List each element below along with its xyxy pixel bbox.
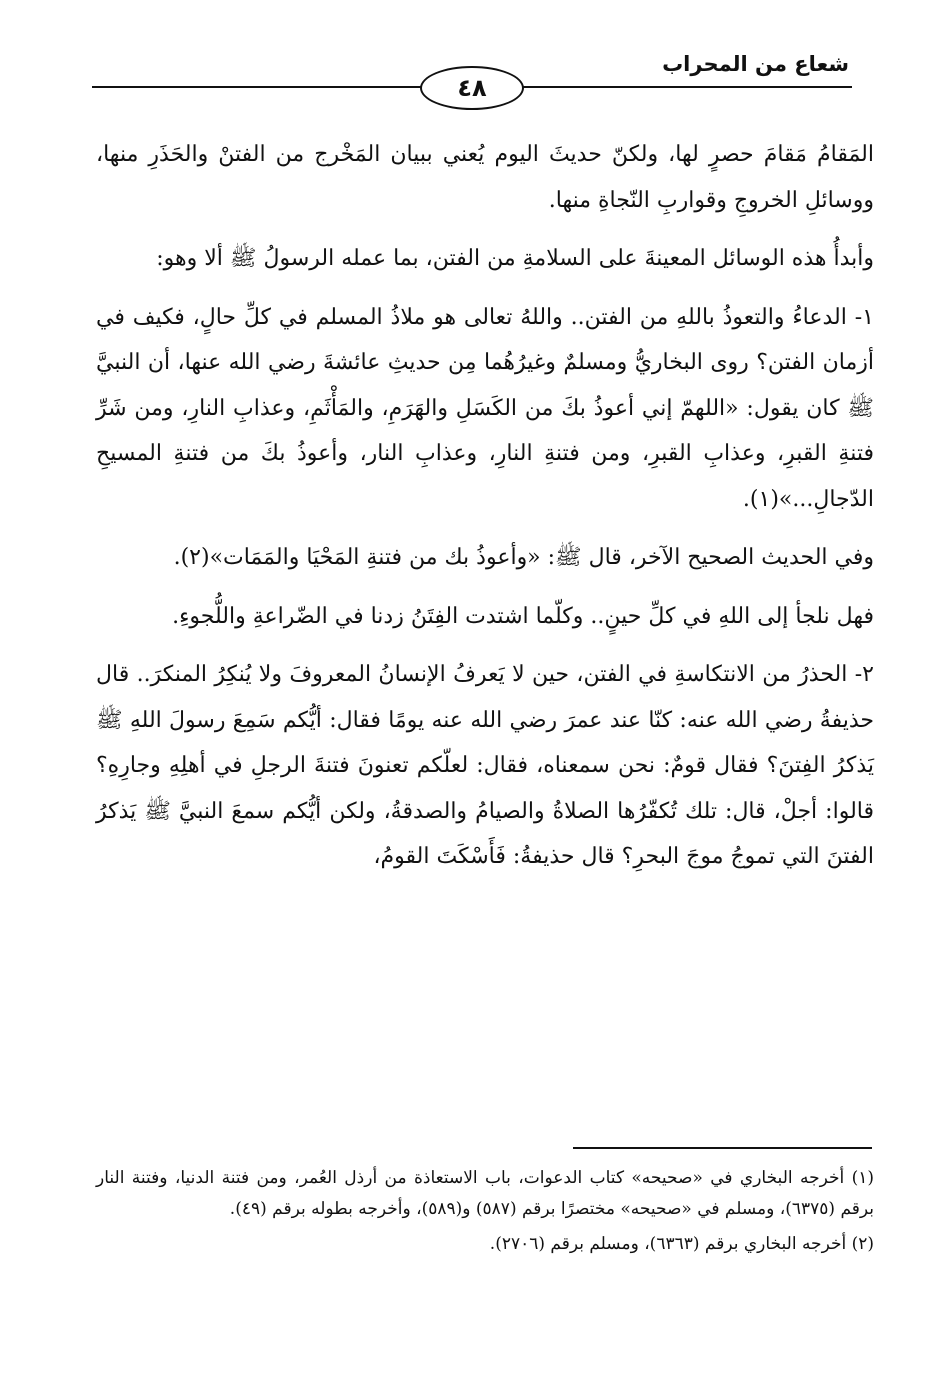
footnotes: [96, 1163, 874, 1264]
running-header-title: شعاع من المحراب: [662, 52, 849, 76]
paragraph: وفي الحديث الصحيح الآخر، قال ﷺ: «وأعوذُ بك من فتنةِ المَحْيَا والمَمَات»(٢).: [173, 545, 874, 570]
paragraph: ١- الدعاءُ والتعوذُ باللهِ من الفتن.. واللهُ تعالى هو ملاذُ المسلم في كلِّ حالٍ، فكيف في أزمان الفتن؟ روى البخاريُّ ومسلمٌ وغيرُهُما مِن حديثِ عائشةَ رضي الله عنها، أن النبيَّ ﷺ كان يقول: «اللهمّ إني أعوذُ بكَ من الكَسَلِ والهَرَمِ، والمَأْثَمِ، وعذابِ النارِ، ومن شَرِّ فتنةِ القبرِ، وعذابِ القبرِ، ومن فتنةِ النارِ، وعذابِ النار، وأعوذُ بكَ من فتنةِ المسيحِ الدّجالِ...»(١).: [96, 304, 874, 512]
footnote-separator: [573, 1147, 872, 1149]
body-text: [96, 132, 874, 893]
paragraph: فهل نلجأ إلى اللهِ في كلِّ حينٍ.. وكلّما اشتدت الفِتَنُ زدنا في الضّراعةِ واللُّجوءِ.: [172, 603, 874, 629]
paragraph: ٢- الحذرُ من الانتكاسةِ في الفتن، حين لا يَعرفُ الإنسانُ المعروفَ ولا يُنكِرُ المنكرَ.. قال حذيفةُ رضي الله عنه: كنّا عند عمرَ رضي الله عنه يومًا فقال: أيُّكم سَمِعَ رسولَ اللهِ ﷺ يَذكرُ الفِتنَ؟ فقال قومٌ: نحن سمعناه، فقال: لعلّكم تعنونَ فتنةَ الرجلِ في أهلِهِ وجارِهِ؟ قالوا: أجلْ، قال: تلك تُكفّرُها الصلاةُ والصيامُ والصدقةُ، ولكن أيُّكم سمعَ النبيَّ ﷺ يَذكرُ الفتنَ التي تموجُ موجَ البحرِ؟ قال حذيفةُ: فَأَسْكَتَ القومُ،: [96, 662, 874, 869]
footnote: (٢) أخرجه البخاري برقم (٦٣٦٣)، ومسلم برقم (٢٧٠٦).: [489, 1234, 874, 1254]
paragraph: المَقامُ مَقامَ حصرٍ لها، ولكنّ حديثَ اليوم يُعني ببيان المَخْرج من الفتنْ والحَذَرِ منها، ووسائلِ الخروجِ وقواربِ النّجاةِ منها.: [96, 142, 874, 213]
paragraph: وأبدأُ هذه الوسائل المعينةَ على السلامةِ من الفتن، بما عمله الرسولُ ﷺ ألا وهو:: [156, 246, 874, 271]
footnote: (١) أخرجه البخاري في «صحيحه» كتاب الدعوات، باب الاستعاذة من أرذل العُمر، ومن فتنة الدنيا، وفتنة النار برقم (٦٣٧٥)، ومسلم في «صحيحه» مختصرًا برقم (٥٨٧) و(٥٨٩)، وأخرجه بطوله برقم (٤٩).: [96, 1168, 874, 1219]
page-number: ٤٨: [420, 66, 524, 110]
